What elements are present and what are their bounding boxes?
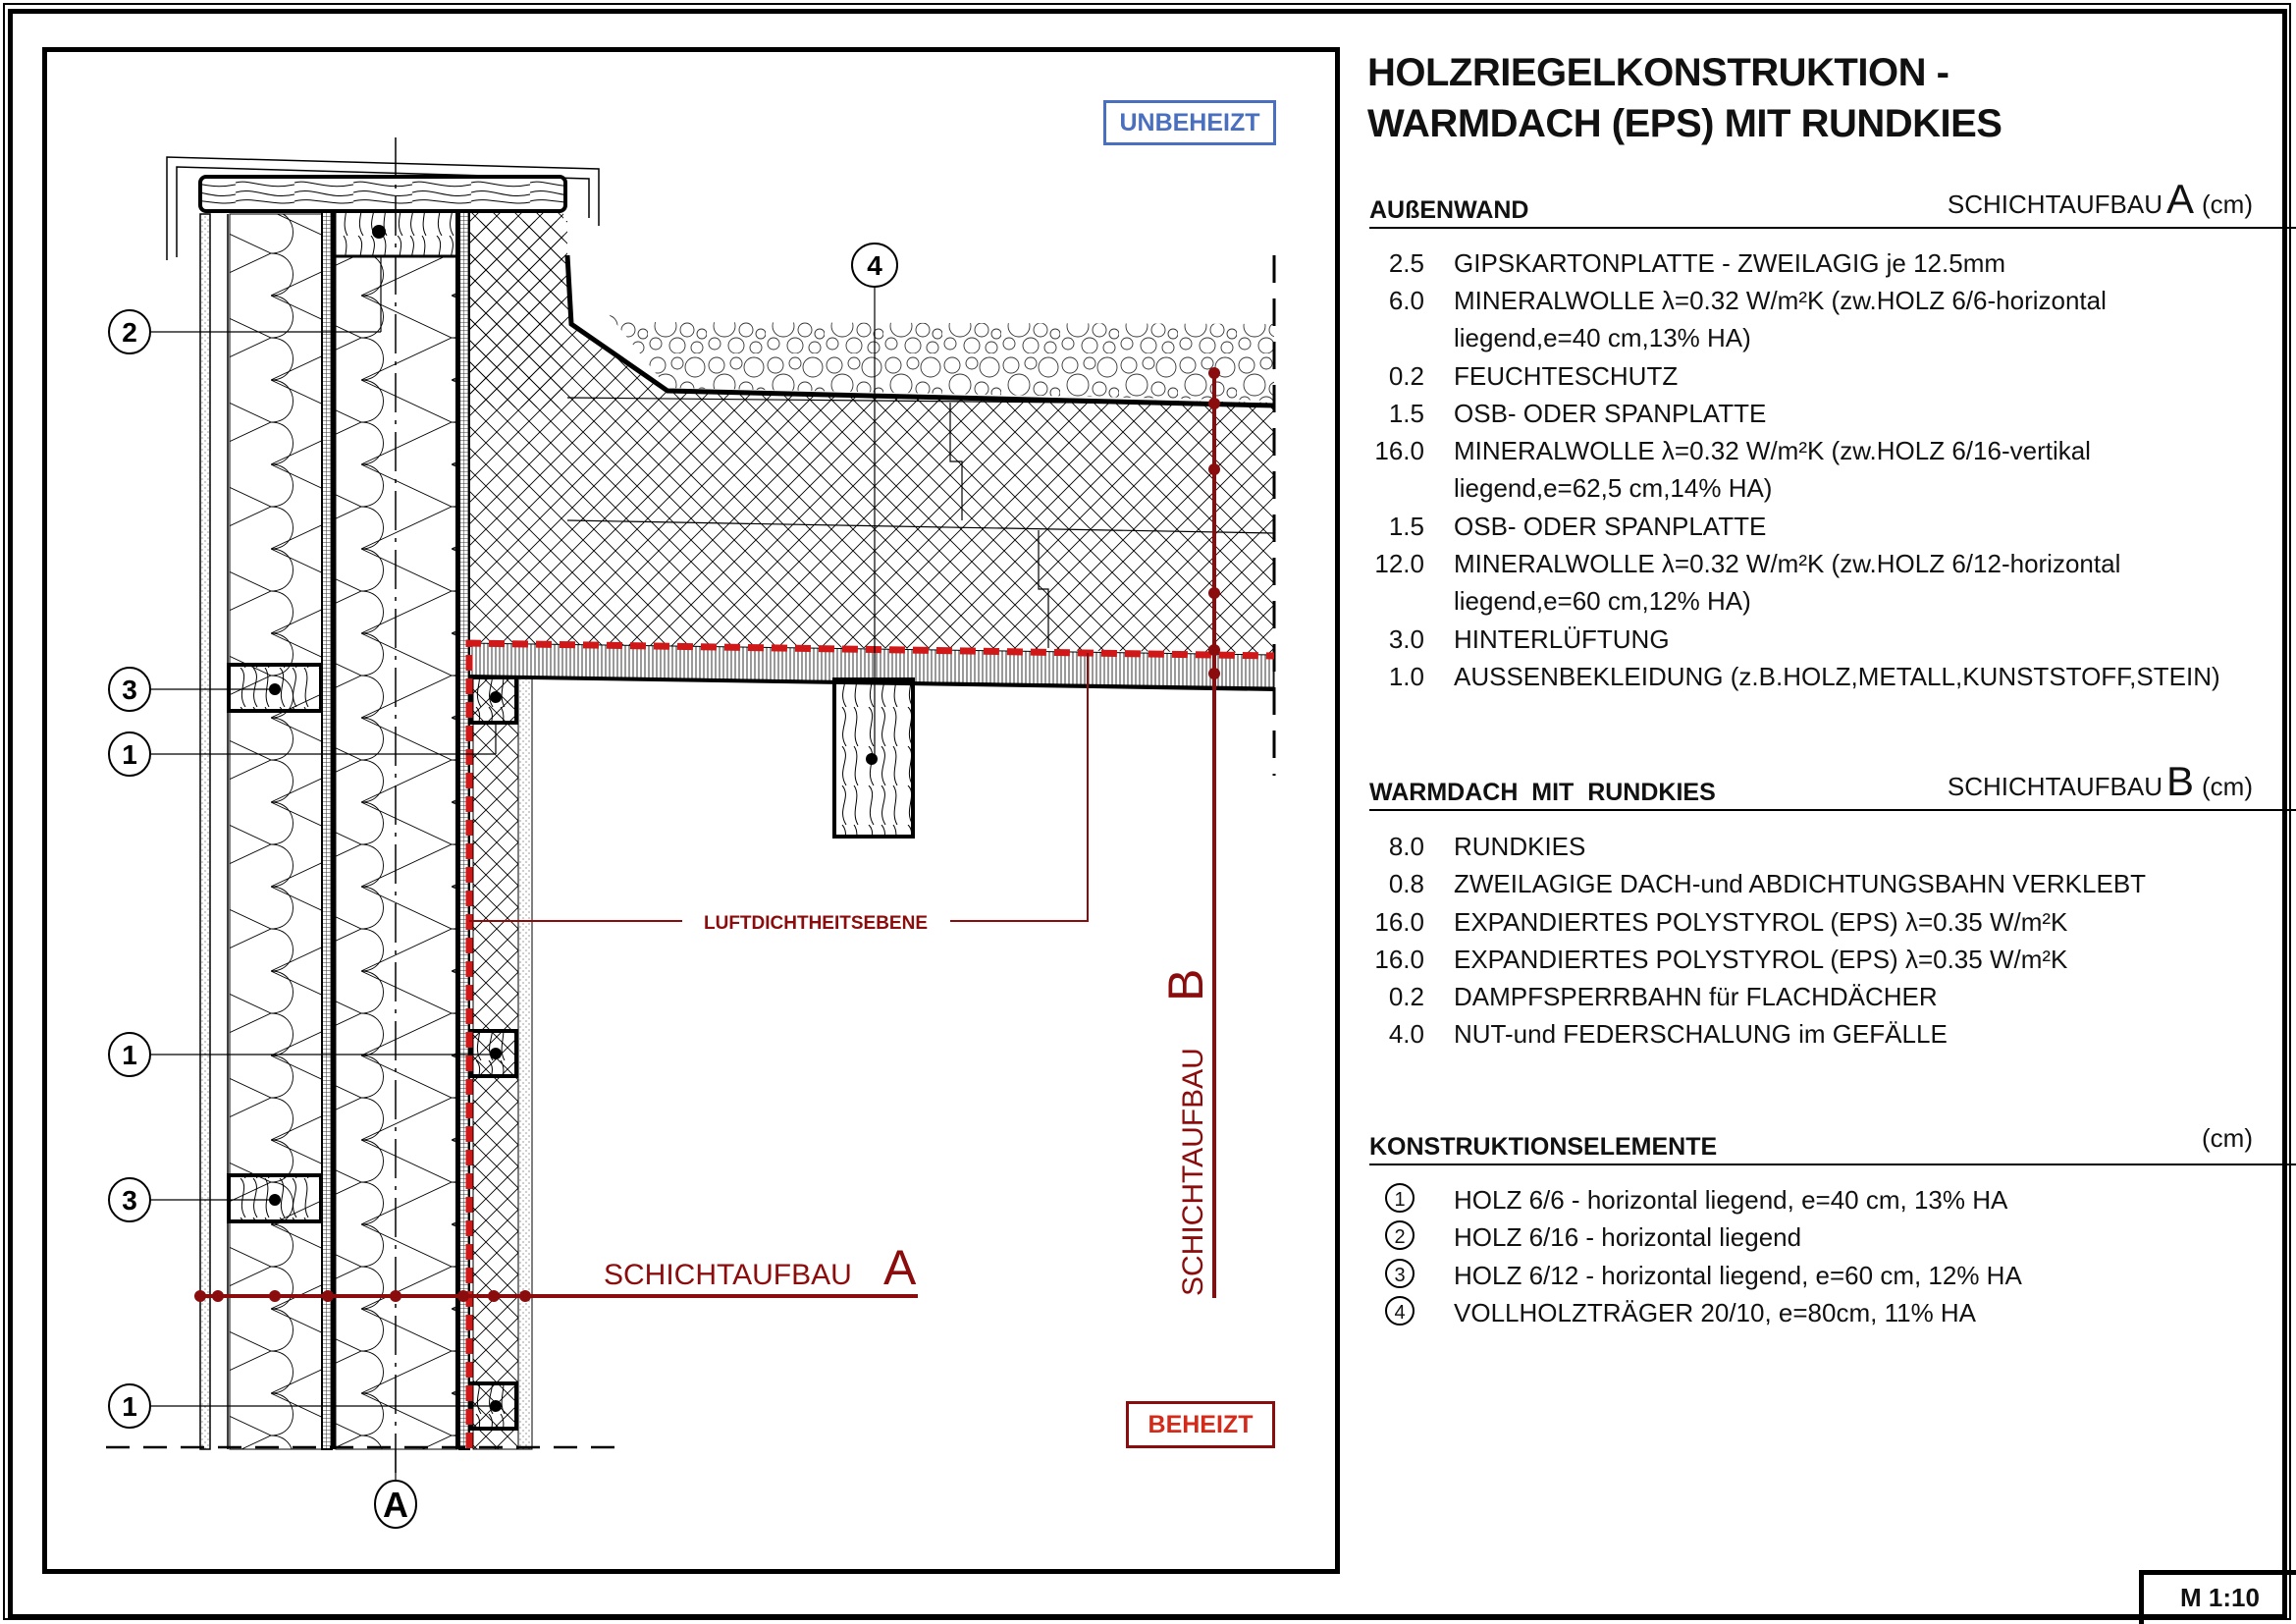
timber-beam-6-16 (335, 211, 457, 256)
element-number-badge: 2 (1385, 1220, 1415, 1250)
scale-label: M 1:10 (2139, 1570, 2296, 1624)
mineral-wool-outer (230, 214, 322, 1449)
osb-board-outer (322, 211, 332, 1449)
unit-label: (cm) (2202, 772, 2253, 801)
section-b-letter: B (1158, 968, 1213, 1001)
svg-text:3: 3 (122, 675, 137, 705)
section-a-letter: A (883, 1240, 917, 1295)
sheet-title (1367, 47, 2002, 149)
svg-text:3: 3 (122, 1185, 137, 1216)
section-b-label: SCHICHTAUFBAU (1177, 1048, 1209, 1296)
section-header-warm-roof (1369, 758, 2296, 811)
svg-text:A: A (383, 1485, 408, 1525)
layer-letter: A (2166, 176, 2195, 222)
section-header-construction-elements (1369, 1124, 2296, 1165)
svg-text:4: 4 (867, 250, 882, 281)
unit-label: (cm) (2202, 189, 2253, 219)
section-layer-ref (1948, 176, 2253, 223)
svg-text:2: 2 (122, 317, 137, 348)
layer-letter: B (2166, 758, 2195, 804)
section-heading: KONSTRUKTIONSELEMENTE (1369, 1133, 1718, 1161)
top-plank (200, 177, 565, 211)
airtight-label: LUFTDICHTHEITSEBENE (704, 913, 928, 934)
section-a-label: SCHICHTAUFBAU (604, 1259, 852, 1291)
title-line-1: HOLZRIEGELKONSTRUKTION - (1367, 51, 1949, 94)
title-line-2: WARMDACH (EPS) MIT RUNDKIES (1367, 102, 2002, 145)
section-heading: AUßENWAND (1369, 196, 1529, 224)
element-number-badge: 1 (1385, 1183, 1415, 1213)
zone-heated-label: BEHEIZT (1126, 1401, 1275, 1448)
wall-section (106, 137, 628, 1473)
unit-label: (cm) (2202, 1123, 2253, 1153)
section-heading: WARMDACH MIT RUNDKIES (1369, 779, 1716, 806)
gypsum-board (518, 677, 532, 1449)
layer-label: SCHICHTAUFBAU (1947, 189, 2163, 219)
layer-label: SCHICHTAUFBAU (1947, 772, 2163, 801)
section-layer-ref (1948, 758, 2253, 805)
parapet-insulation (469, 211, 563, 407)
svg-text:1: 1 (122, 1040, 137, 1070)
mineral-wool-middle (336, 257, 457, 1449)
roof-section (466, 221, 1274, 837)
axis-marker-a (375, 1449, 416, 1528)
element-number-badge: 4 (1385, 1296, 1415, 1326)
svg-text:1: 1 (122, 739, 137, 770)
airtight-leader (469, 653, 1088, 921)
element-number-badge: 3 (1385, 1259, 1415, 1288)
exterior-cladding (200, 214, 210, 1449)
svg-text:1: 1 (122, 1391, 137, 1422)
zone-unheated-label: UNBEHEIZT (1103, 100, 1276, 145)
section-header-exterior-wall (1369, 176, 2296, 229)
gravel-layer (609, 314, 1274, 401)
